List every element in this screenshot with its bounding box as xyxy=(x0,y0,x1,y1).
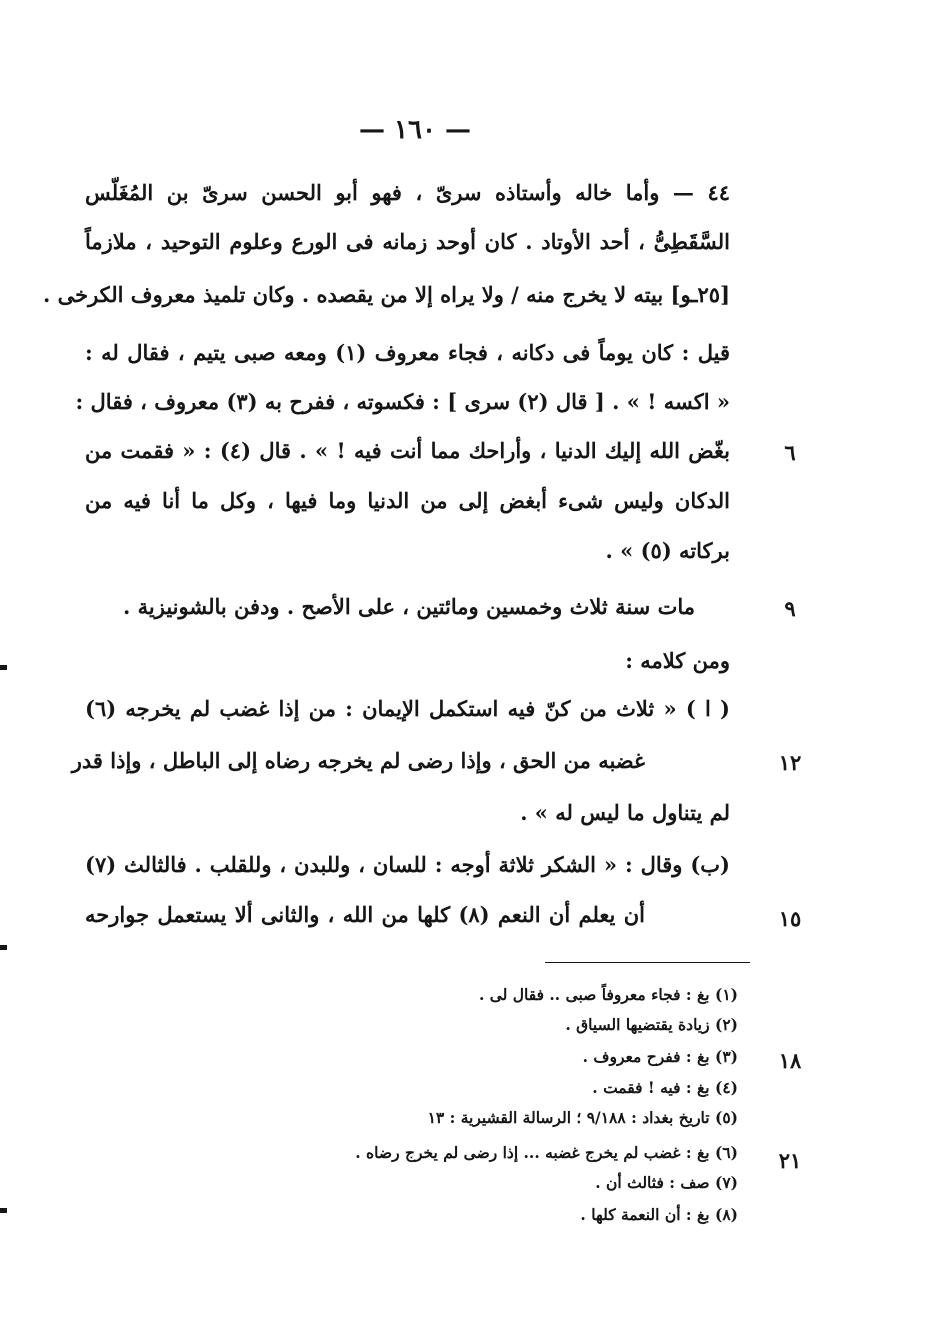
scan-edge-mark xyxy=(0,945,7,950)
line-number: ١٨ xyxy=(778,1048,802,1073)
footnote-line: (٤) بغ : فيه ! فقمت . xyxy=(592,1078,738,1097)
body-line: بركاته (٥) » . xyxy=(605,538,730,563)
line-number: ٩ xyxy=(784,596,796,621)
footnote-line: (١) بغ : فجاء معروفاً صبى .. فقال لى . xyxy=(478,985,738,1004)
scan-edge-mark xyxy=(0,1208,7,1213)
body-line: [٢٥ـو] بيته لا يخرج منه / ولا يراه إلا من يقصده . وكان تلميذ معروف الكرخى . xyxy=(42,282,730,307)
body-line: مات سنة ثلاث وخمسين ومائتين ، على الأصح . ودفن بالشونيزية . xyxy=(123,594,695,619)
line-number: ١٢ xyxy=(778,750,802,775)
footnote-line: (٨) بغ : أن النعمة كلها . xyxy=(580,1205,738,1224)
body-line: « اكسه ! » . [ قال (٢) سرى ] : فكسوته ، ففرح به (٣) معروف ، فقال : xyxy=(75,389,730,414)
body-line: بغّض الله إليك الدنيا ، وأراحك مما أنت فيه ! » . قال (٤) : « فقمت من xyxy=(85,438,730,463)
line-number: ٢١ xyxy=(778,1148,802,1173)
footnote-line: (٢) زيادة يقتضيها السياق . xyxy=(565,1015,738,1034)
footnote-divider xyxy=(545,962,750,963)
body-line: ٤٤ — وأما خاله وأستاذه سرىّ ، فهو أبو الحسن سرىّ بن المُغَلّس xyxy=(85,180,730,205)
footnote-line: (٥) تاريخ بغداد : ٩/١٨٨ ؛ الرسالة القشيرية : ١٣ xyxy=(427,1108,738,1127)
body-line: ( ا ) « ثلاث من كنّ فيه استكمل الإيمان : من إذا غضب لم يخرجه (٦) xyxy=(85,696,730,721)
body-line: غضبه من الحق ، وإذا رضى لم يخرجه رضاه إلى الباطل ، وإذا قدر xyxy=(71,748,645,773)
body-line: قيل : كان يوماً فى دكانه ، فجاء معروف (١) ومعه صبى يتيم ، فقال له : xyxy=(85,340,730,365)
body-line: لم يتناول ما ليس له » . xyxy=(520,800,730,825)
body-line: أن يعلم أن النعم (٨) كلها من الله ، والثانى ألا يستعمل جوارحه xyxy=(85,902,645,927)
footnote-line: (٣) بغ : ففرح معروف . xyxy=(582,1047,738,1066)
body-line: السَّقَطِىُّ ، أحد الأوتاد . كان أوحد زمانه فى الورع وعلوم التوحيد ، ملازماً xyxy=(85,229,730,254)
footnote-line: (٦) بغ : غضب لم يخرج غضبه ... إذا رضى لم يخرج رضاه . xyxy=(355,1143,738,1162)
line-number: ١٥ xyxy=(778,906,802,931)
footnote-line: (٧) صف : فثالث أن . xyxy=(595,1173,738,1192)
page-number: — ١٦٠ — xyxy=(358,115,472,145)
body-line: (ب) وقال : « الشكر ثلاثة أوجه : للسان ، وللبدن ، وللقلب . فالثالث (٧) xyxy=(85,852,730,877)
line-number: ٦ xyxy=(784,440,796,465)
body-line: الدكان وليس شىء أبغض إلى من الدنيا وما فيها ، وكل ما أنا فيه من xyxy=(85,488,730,513)
scan-edge-mark xyxy=(0,665,7,670)
body-line: ومن كلامه : xyxy=(625,648,730,673)
